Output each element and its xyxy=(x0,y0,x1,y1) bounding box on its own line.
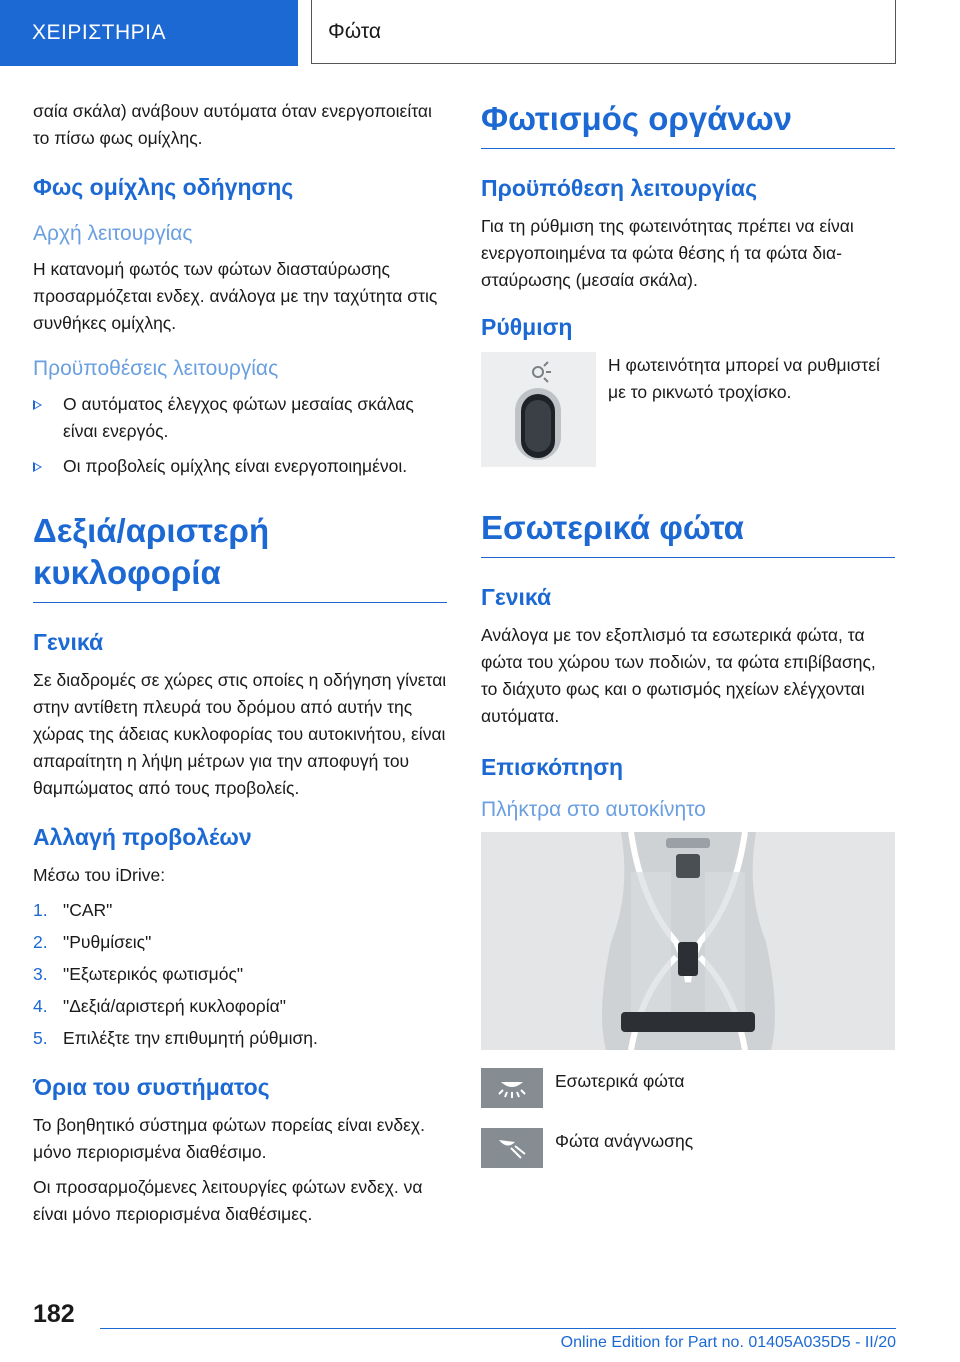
steps-list xyxy=(33,897,447,1052)
roof-console-image xyxy=(481,832,895,1050)
chapter-title: Φώτα xyxy=(311,0,896,64)
list-item: 4. "Δεξιά/αριστερή κυκλοφορία" xyxy=(33,996,286,1016)
thumbwheel-icon xyxy=(481,352,596,467)
list-item: 3. "Εξωτερικός φωτισμός" xyxy=(33,964,244,984)
instrument-lighting-heading: Φωτισμός οργάνων xyxy=(481,98,895,149)
reading-light-icon xyxy=(481,1128,543,1168)
right-column xyxy=(481,98,895,1188)
buttons-heading: Πλήκτρα στο αυτοκίνητο xyxy=(481,798,706,821)
general-heading: Γενικά xyxy=(481,584,552,610)
adjust-text: Η φωτεινότητα μπορεί να ρυθμιστεί με το ρικνωτό τροχίσκο. xyxy=(608,355,880,402)
interior-lights-row xyxy=(481,1068,895,1108)
list-item: 2. "Ρυθμίσεις" xyxy=(33,932,152,952)
general-heading: Γενικά xyxy=(33,629,104,655)
traffic-heading: Δεξιά/αριστερή κυκλοφορία xyxy=(33,510,447,603)
intro-text: σαία σκάλα) ανάβουν αυτόματα όταν ενεργοποιείται το πίσω φως ομίχλης. xyxy=(33,101,432,148)
interior-light-label: Εσωτερικά φώτα xyxy=(555,1071,685,1091)
fog-light-heading: Φως ομίχλης οδήγησης xyxy=(33,174,294,200)
interior-light-icon xyxy=(481,1068,543,1108)
triangle-bullet-icon xyxy=(33,462,42,472)
list-item: Οι προβολείς ομίχλης είναι ενεργοποιημένοι. xyxy=(33,453,447,480)
change-intro: Μέσω του iDrive: xyxy=(33,865,166,885)
change-headlights-heading: Αλλαγή προβολέων xyxy=(33,824,252,850)
triangle-bullet-icon xyxy=(33,400,42,410)
overview-heading: Επισκόπηση xyxy=(481,754,623,780)
adjust-figure xyxy=(481,352,895,467)
prereq-text: Για τη ρύθμιση της φωτεινότητας πρέπει να είναι ενεργοποιημένα τα φώτα θέσης ή τα φώτα διασταύρωσης (μεσαία σκάλα). xyxy=(481,216,854,290)
principle-text: Η κατανομή φωτός των φώτων διασταύρωσης προσαρμόζεται ενδεχ. ανάλογα με την ταχύτητα στις συνθήκες ομίχλης. xyxy=(33,259,438,333)
limits-text-1: Το βοηθητικό σύστημα φώτων πορείας είναι ενδεχ. μόνο περιορισμένα διαθέσιμο. xyxy=(33,1115,425,1162)
principle-heading: Αρχή λειτουργίας xyxy=(33,222,193,245)
prereq-list xyxy=(33,391,447,480)
list-item: 5. Επιλέξτε την επιθυμητή ρύθμιση. xyxy=(33,1028,318,1048)
left-column xyxy=(33,98,447,1236)
thumbwheel-image xyxy=(481,352,596,467)
interior-lights-heading: Εσωτερικά φώτα xyxy=(481,507,895,558)
general-text: Ανάλογα με τον εξοπλισμό τα εσωτερικά φώτα, τα φώτα του χώρου των ποδιών, τα φώτα επιβίβασης, το διάχυτο φως και ο φωτισμός ηχείων ελέγχονται αυτόματα. xyxy=(481,625,876,726)
limits-heading: Όρια του συστήματος xyxy=(33,1074,270,1100)
page-header xyxy=(0,0,960,66)
adjust-heading: Ρύθμιση xyxy=(481,314,573,340)
footer-divider xyxy=(100,1328,896,1329)
reading-lights-row xyxy=(481,1128,895,1168)
prereq-heading: Προϋπόθεση λειτουργίας xyxy=(481,175,758,201)
page-footer xyxy=(0,1290,960,1362)
section-tab[interactable]: ΧΕΙΡΙΣΤΗΡΙΑ xyxy=(0,0,298,66)
reading-light-label: Φώτα ανάγνωσης xyxy=(555,1131,694,1151)
limits-text-2: Οι προσαρμοζόμενες λειτουργίες φώτων ενδεχ. να είναι μόνο περιορισμένα διαθέσιμες. xyxy=(33,1177,423,1224)
general-text: Σε διαδρομές σε χώρες στις οποίες η οδήγηση γίνεται στην αντίθετη πλευρά του δρόμου από αυτήν της χώρας της άδειας κυκλοφορίας του αυτοκινήτου, είναι απαραίτητη η λήψη μέτρων για την αποφυγή του θαμπώματος από τους προβολείς. xyxy=(33,670,447,798)
list-item: 1. "CAR" xyxy=(33,900,113,920)
edition-text[interactable]: Online Edition for Part no. 01405A035D5 - II/20 xyxy=(560,1334,896,1351)
page-number: 182 xyxy=(33,1300,75,1328)
list-item: Ο αυτόματος έλεγχος φώτων μεσαίας σκάλας είναι ενεργός. xyxy=(33,391,447,445)
roof-console-icon xyxy=(481,832,895,1050)
prereq-heading: Προϋποθέσεις λειτουργίας xyxy=(33,357,279,380)
